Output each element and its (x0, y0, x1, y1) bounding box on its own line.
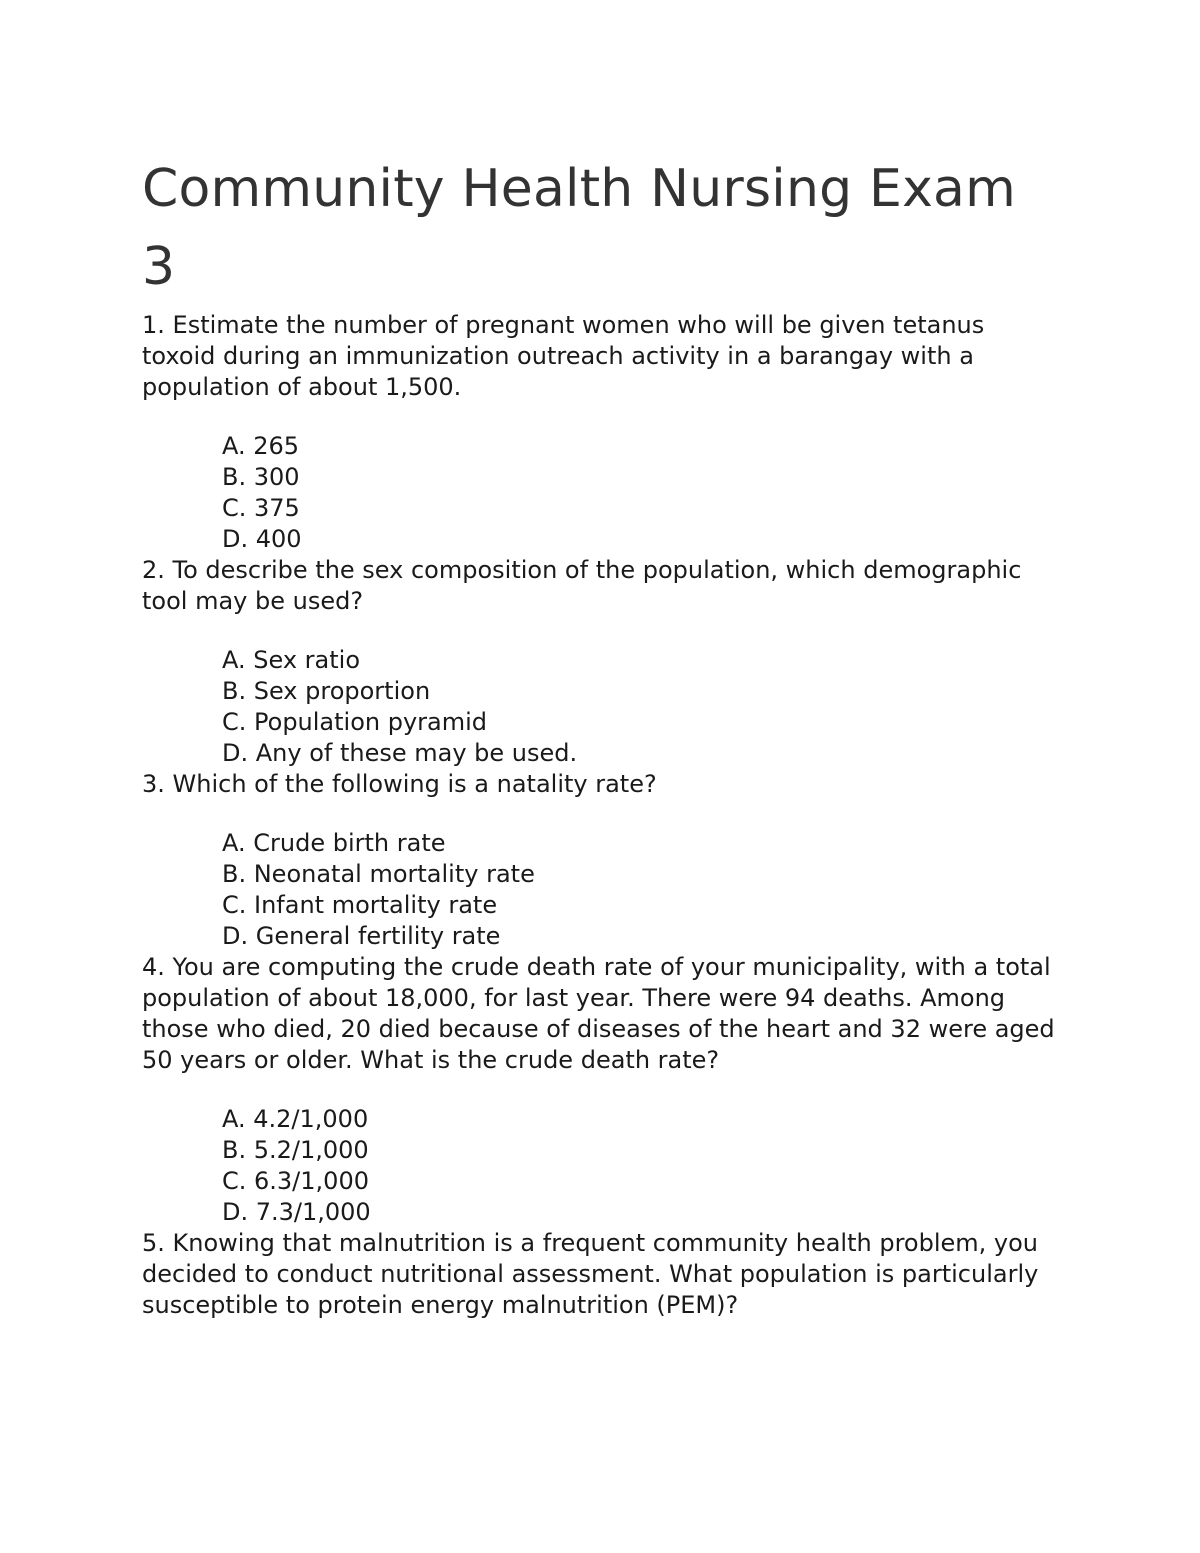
option-b: B. Sex proportion (222, 677, 431, 705)
option-a: A. 4.2/1,000 (222, 1105, 369, 1133)
option-d: D. General fertility rate (222, 922, 501, 950)
question-4 (142, 952, 1062, 1228)
option-list (222, 1104, 1062, 1228)
question-text: 3. Which of the following is a natality rate? (142, 770, 657, 798)
option-list (222, 645, 1062, 769)
option-list (222, 431, 1062, 555)
option-d: D. 7.3/1,000 (222, 1198, 371, 1226)
option-a: A. 265 (222, 432, 300, 460)
option-c: C. 375 (222, 494, 300, 522)
question-text: 1. Estimate the number of pregnant women who will be given tetanus toxoid during an immunization outreach activity in a barangay with a population of about 1,500. (142, 311, 985, 401)
option-c: C. Population pyramid (222, 708, 488, 736)
document-title: Community Health Nursing Exam 3 (142, 159, 1016, 297)
option-b: B. 300 (222, 463, 300, 491)
option-list (222, 828, 1062, 952)
question-5 (142, 1228, 1062, 1321)
document-page (142, 150, 1062, 1321)
question-text: 4. You are computing the crude death rate of your municipality, with a total population of about 18,000, for last year. There were 94 deaths. Among those who died, 20 died because of diseases of the heart and 32 were aged 50 years or older. What is the crude death rate? (142, 953, 1055, 1074)
option-d: D. Any of these may be used. (222, 739, 578, 767)
option-a: A. Crude birth rate (222, 829, 446, 857)
option-d: D. 400 (222, 525, 302, 553)
question-2 (142, 555, 1062, 769)
option-a: A. Sex ratio (222, 646, 360, 674)
question-3 (142, 769, 1062, 952)
option-c: C. 6.3/1,000 (222, 1167, 369, 1195)
option-b: B. 5.2/1,000 (222, 1136, 369, 1164)
question-text: 5. Knowing that malnutrition is a frequent community health problem, you decided to conduct nutritional assessment. What population is particularly susceptible to protein energy malnutrition (PEM)? (142, 1229, 1039, 1319)
question-1 (142, 310, 1062, 555)
option-b: B. Neonatal mortality rate (222, 860, 535, 888)
question-text: 2. To describe the sex composition of the population, which demographic tool may be used? (142, 556, 1022, 615)
option-c: C. Infant mortality rate (222, 891, 498, 919)
